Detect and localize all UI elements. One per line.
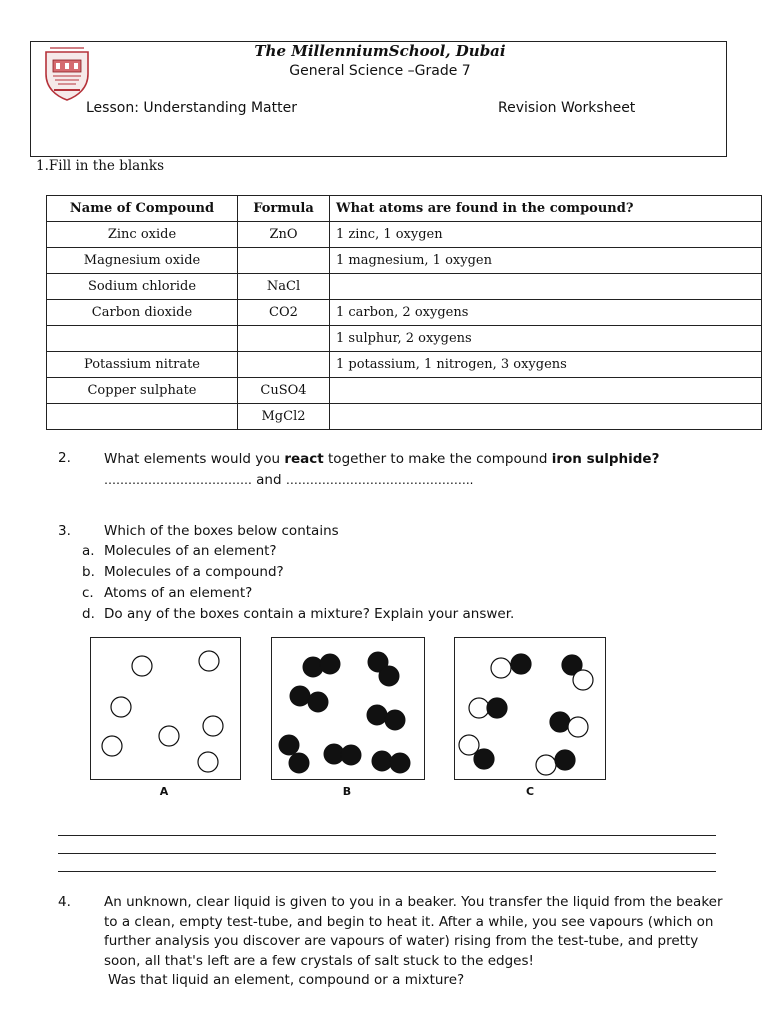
formula-cell: CO2 [238,300,330,326]
compound-name-cell: Sodium chloride [47,274,238,300]
table-row [47,326,762,352]
school-name: The MillenniumSchool, Dubai [254,42,506,60]
atoms-cell [330,404,762,430]
white-atom [536,755,556,775]
q3-item-text: Do any of the boxes contain a mixture? Explain your answer. [104,606,515,622]
answer-line [58,853,716,854]
black-atom [555,750,575,770]
black-atom [385,710,405,730]
atoms-cell: 1 magnesium, 1 oxygen [330,248,762,274]
atoms-cell [330,274,762,300]
formula-cell [238,352,330,378]
compound-name-cell: Copper sulphate [47,378,238,404]
formula-cell: ZnO [238,222,330,248]
q2-text-part: together to make the compound [323,451,552,467]
q3-item-text: Molecules of an element? [104,543,277,559]
answer-blank: ………………………………. [104,473,252,487]
answer-blank: ……………………………………….. [285,473,474,487]
white-atom [159,726,179,746]
q2-text-part: What elements would you [104,451,285,467]
column-header: Name of Compound [47,196,238,222]
compound-name-cell [47,404,238,430]
formula-cell [238,248,330,274]
black-atom [511,654,531,674]
formula-cell: CuSO4 [238,378,330,404]
table-row [47,378,762,404]
white-atom [198,752,218,772]
table-row [47,248,762,274]
black-atom [308,692,328,712]
black-atom [341,745,361,765]
school-crest-logo [40,44,94,102]
column-header: Formula [238,196,330,222]
table-row [47,300,762,326]
white-atom [203,716,223,736]
question-4-number: 4. [58,894,71,910]
particle-box-c [454,637,606,780]
question-3-intro: Which of the boxes below contains [104,523,339,539]
black-atom [474,749,494,769]
answer-line [58,835,716,836]
question-2-text [104,449,659,469]
table-row [47,352,762,378]
black-atom [279,735,299,755]
black-atom [487,698,507,718]
compound-name-cell: Magnesium oxide [47,248,238,274]
table-row [47,222,762,248]
white-atom [469,698,489,718]
question-4-body [104,893,734,991]
question-2-number: 2. [58,450,71,466]
black-atom [379,666,399,686]
white-atom [573,670,593,690]
question-4-text: An unknown, clear liquid is given to you in a beaker. You transfer the liquid from the beaker to a clean, empty test-tube, and begin to heat it. After a while, you see vapours (which on further analysis you discover are vapours of water) rising from the test-tube, and pretty soon, all that's left are a few crystals of salt stuck to the edges! [104,894,723,969]
compound-name-cell: Zinc oxide [47,222,238,248]
formula-cell [238,326,330,352]
particle-box-a [90,637,241,780]
white-atom [491,658,511,678]
q3-item-letter: b. [82,564,95,580]
white-atom [199,651,219,671]
question-1-title: 1.Fill in the blanks [36,158,165,174]
q3-item-text: Molecules of a compound? [104,564,284,580]
atoms-cell: 1 sulphur, 2 oxygens [330,326,762,352]
compound-name-cell: Potassium nitrate [47,352,238,378]
compound-table [46,195,762,430]
white-atom [102,736,122,756]
table-row [47,404,762,430]
black-atom [550,712,570,732]
question-3-number: 3. [58,523,71,539]
box-c-label: C [525,785,535,798]
answer-line [58,871,716,872]
table-row [47,274,762,300]
white-atom [111,697,131,717]
atoms-cell: 1 carbon, 2 oxygens [330,300,762,326]
particle-box-b [271,637,425,780]
black-atom [367,705,387,725]
white-atom [459,735,479,755]
q3-item-letter: d. [82,606,95,622]
q2-bold-react: react [284,451,324,467]
subject-grade: General Science –Grade 7 [289,63,471,79]
white-atom [132,656,152,676]
black-atom [289,753,309,773]
table-header-row [47,196,762,222]
compound-name-cell [47,326,238,352]
black-atom [290,686,310,706]
question-2-answer-blanks [104,470,473,490]
compound-name-cell: Carbon dioxide [47,300,238,326]
q3-item-letter: a. [82,543,95,559]
question-4-question: Was that liquid an element, compound or a mixture? [108,972,465,989]
formula-cell: NaCl [238,274,330,300]
column-header: What atoms are found in the compound? [330,196,762,222]
atoms-cell: 1 potassium, 1 nitrogen, 3 oxygens [330,352,762,378]
q2-bold-iron-sulphide: iron sulphide? [551,451,660,467]
worksheet-type: Revision Worksheet [498,100,636,116]
white-atom [568,717,588,737]
and-text: and [251,472,286,488]
atoms-cell: 1 zinc, 1 oxygen [330,222,762,248]
q3-item-text: Atoms of an element? [104,585,253,601]
q3-item-letter: c. [82,585,94,601]
atoms-cell [330,378,762,404]
black-atom [372,751,392,771]
lesson-title: Lesson: Understanding Matter [86,100,297,116]
box-b-label: B [342,785,352,798]
box-a-label: A [159,785,169,798]
black-atom [390,753,410,773]
black-atom [320,654,340,674]
formula-cell: MgCl2 [238,404,330,430]
